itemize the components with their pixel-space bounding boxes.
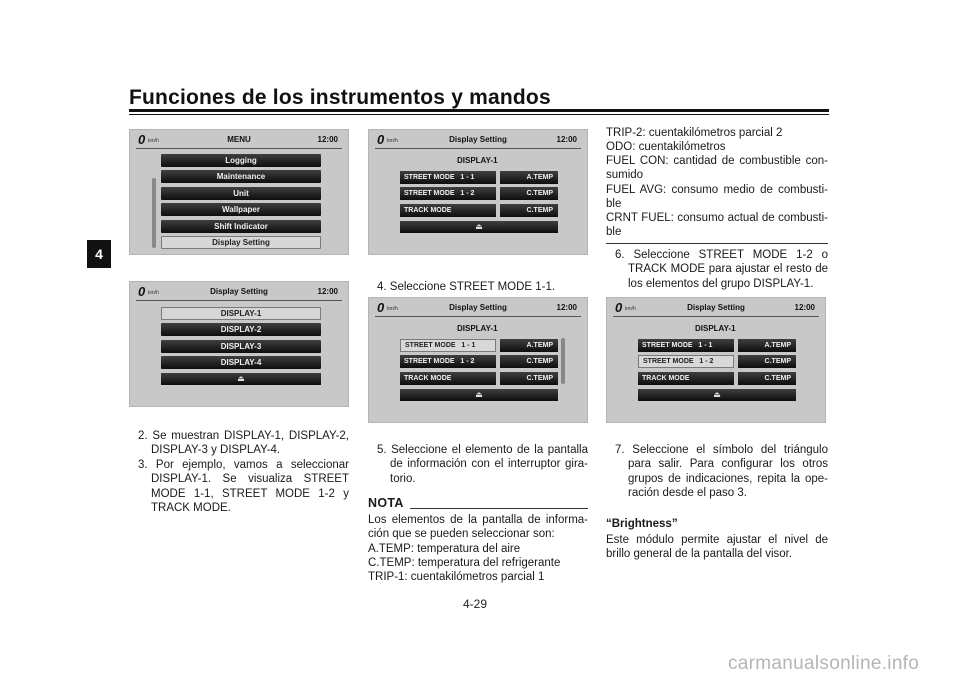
step-6: 6. Seleccione STREET MODE 1-2 o TRACK MODE para ajustar el resto de los elementos del grupo DISPLAY-1. — [615, 249, 828, 290]
step-2: 2. Se muestran DISPLAY-1, DISPLAY-2, DISPLAY-3 y DISPLAY-4. — [138, 430, 349, 457]
menu-item-wallpaper[interactable]: Wallpaper — [161, 203, 321, 216]
step-3: 3. Por ejemplo, vamos a seleccionar DISPLAY-1. Se visualiza STREET MODE 1-1, STREET MODE 1-2 y TRACK MODE. — [138, 459, 349, 514]
speed-readout: 0 — [615, 300, 623, 315]
speed-unit: km/h — [148, 138, 159, 144]
speed-readout: 0 — [138, 284, 146, 299]
screen-heading: Display Setting — [210, 287, 268, 296]
mode-label: STREET MODE — [643, 358, 694, 365]
nota-item-trip-2: TRIP-2: cuentakilómetros parcial 2 — [606, 127, 783, 139]
menu-item-shift-indicator[interactable]: Shift Indicator — [161, 220, 321, 233]
street-mode-1-2[interactable] — [400, 187, 496, 200]
value-c-temp-track[interactable]: C.TEMP — [500, 204, 558, 217]
mode-number: 1 - 1 — [461, 342, 476, 349]
display-1-item[interactable]: DISPLAY-1 — [161, 307, 321, 320]
screen-heading: Display Setting — [449, 135, 507, 144]
chapter-tab: 4 — [87, 240, 111, 268]
display-3-item[interactable]: DISPLAY-3 — [161, 340, 321, 353]
value-c-temp[interactable]: C.TEMP — [500, 187, 558, 200]
screen-divider — [375, 316, 581, 317]
value-c-temp[interactable]: C.TEMP — [738, 355, 796, 368]
value-c-temp-track[interactable]: C.TEMP — [500, 372, 558, 385]
nota-rule — [410, 508, 588, 509]
screen-divider — [136, 300, 342, 301]
menu-item-maintenance[interactable]: Maintenance — [161, 170, 321, 183]
clock: 12:00 — [556, 303, 577, 312]
mode-label: STREET MODE — [642, 342, 693, 349]
street-mode-1-1[interactable] — [638, 339, 734, 352]
speed-unit: km/h — [625, 306, 636, 312]
nota-text: Los elementos de la pantalla de informa-ción que se pueden seleccionar son: — [368, 514, 588, 541]
exit-button[interactable] — [400, 389, 558, 401]
scrollbar — [561, 338, 565, 384]
mode-number: 1 - 1 — [698, 342, 713, 349]
speed-readout: 0 — [377, 300, 385, 315]
speed-unit: km/h — [387, 306, 398, 312]
speed-readout: 0 — [138, 132, 146, 147]
screen-divider — [375, 148, 581, 149]
nota-item-fuel-con: FUEL CON: cantidad de combustible con-sumido — [606, 155, 828, 182]
mode-label: STREET MODE — [404, 190, 455, 197]
value-c-temp-track[interactable]: C.TEMP — [738, 372, 796, 385]
watermark: carmanualsonline.info — [728, 653, 920, 674]
speed-readout: 0 — [377, 132, 385, 147]
menu-item-unit[interactable]: Unit — [161, 187, 321, 200]
header-rule-thick — [129, 109, 829, 112]
menu-item-display-setting[interactable]: Display Setting — [161, 236, 321, 249]
mode-number: 1 - 1 — [460, 174, 475, 181]
step-5: 5. Seleccione el elemento de la pantalla de información con el interruptor gira-torio. — [377, 444, 588, 485]
value-a-temp[interactable]: A.TEMP — [500, 339, 558, 352]
mode-number: 1 - 2 — [460, 358, 475, 365]
menu-screen — [129, 129, 349, 255]
value-a-temp[interactable]: A.TEMP — [738, 339, 796, 352]
header-rule-thin — [129, 114, 829, 115]
screen-divider — [136, 148, 342, 149]
page-number: 4-29 — [463, 597, 488, 611]
group-label: DISPLAY-1 — [457, 156, 498, 165]
nota-item-odo: ODO: cuentakilómetros — [606, 141, 726, 153]
eject-triangle-icon: ⏏ — [713, 390, 721, 399]
display1-screen-c — [606, 297, 826, 423]
clock: 12:00 — [317, 287, 338, 296]
mode-number: 1 - 2 — [460, 190, 475, 197]
mode-label: STREET MODE — [404, 174, 455, 181]
nota-end-rule — [606, 243, 828, 244]
brightness-heading: “Brightness” — [606, 518, 678, 530]
eject-triangle-icon: ⏏ — [475, 222, 483, 231]
menu-item-logging[interactable]: Logging — [161, 154, 321, 167]
step-7: 7. Seleccione el símbolo del triángulo para salir. Para configurar los otros grupos de indicaciones, repita la ope-ración desde el paso 3. — [615, 444, 828, 499]
eject-triangle-icon: ⏏ — [237, 374, 245, 383]
street-mode-1-2[interactable] — [400, 355, 496, 368]
group-label: DISPLAY-1 — [457, 324, 498, 333]
screen-divider — [613, 316, 819, 317]
exit-button[interactable] — [638, 389, 796, 401]
street-mode-1-1[interactable] — [400, 339, 496, 352]
brightness-text: Este módulo permite ajustar el nivel de brillo general de la pantalla del visor. — [606, 534, 828, 561]
nota-heading: NOTA — [368, 496, 404, 510]
nota-item-a-temp: A.TEMP: temperatura del aire — [368, 543, 521, 555]
scrollbar — [152, 178, 156, 248]
speed-unit: km/h — [148, 290, 159, 296]
mode-label: STREET MODE — [404, 358, 455, 365]
display-4-item[interactable]: DISPLAY-4 — [161, 356, 321, 369]
clock: 12:00 — [317, 135, 338, 144]
exit-button[interactable] — [161, 373, 321, 385]
screen-heading: MENU — [227, 135, 251, 144]
nota-item-trip-1: TRIP-1: cuentakilómetros parcial 1 — [368, 571, 545, 583]
value-a-temp[interactable]: A.TEMP — [500, 171, 558, 184]
display-2-item[interactable]: DISPLAY-2 — [161, 323, 321, 336]
screen-heading: Display Setting — [687, 303, 745, 312]
display1-screen-b — [368, 297, 588, 423]
mode-number: 1 - 2 — [699, 358, 714, 365]
clock: 12:00 — [794, 303, 815, 312]
nota-item-c-temp: C.TEMP: temperatura del refrigerante — [368, 557, 561, 569]
nota-item-crnt-fuel: CRNT FUEL: consumo actual de combusti-ble — [606, 212, 828, 239]
group-label: DISPLAY-1 — [695, 324, 736, 333]
step-4: 4. Seleccione STREET MODE 1-1. — [377, 281, 556, 293]
mode-label: STREET MODE — [405, 342, 456, 349]
value-c-temp[interactable]: C.TEMP — [500, 355, 558, 368]
street-mode-1-2[interactable] — [638, 355, 734, 368]
track-mode[interactable]: TRACK MODE — [400, 372, 496, 385]
screen-heading: Display Setting — [449, 303, 507, 312]
exit-button[interactable] — [400, 221, 558, 233]
speed-unit: km/h — [387, 138, 398, 144]
display1-screen-a — [368, 129, 588, 255]
clock: 12:00 — [556, 135, 577, 144]
eject-triangle-icon: ⏏ — [475, 390, 483, 399]
page-title: Funciones de los instrumentos y mandos — [129, 86, 551, 109]
track-mode[interactable]: TRACK MODE — [638, 372, 734, 385]
nota-item-fuel-avg: FUEL AVG: consumo medio de combusti-ble — [606, 184, 828, 211]
track-mode[interactable]: TRACK MODE — [400, 204, 496, 217]
street-mode-1-1[interactable] — [400, 171, 496, 184]
display-setting-screen — [129, 281, 349, 407]
